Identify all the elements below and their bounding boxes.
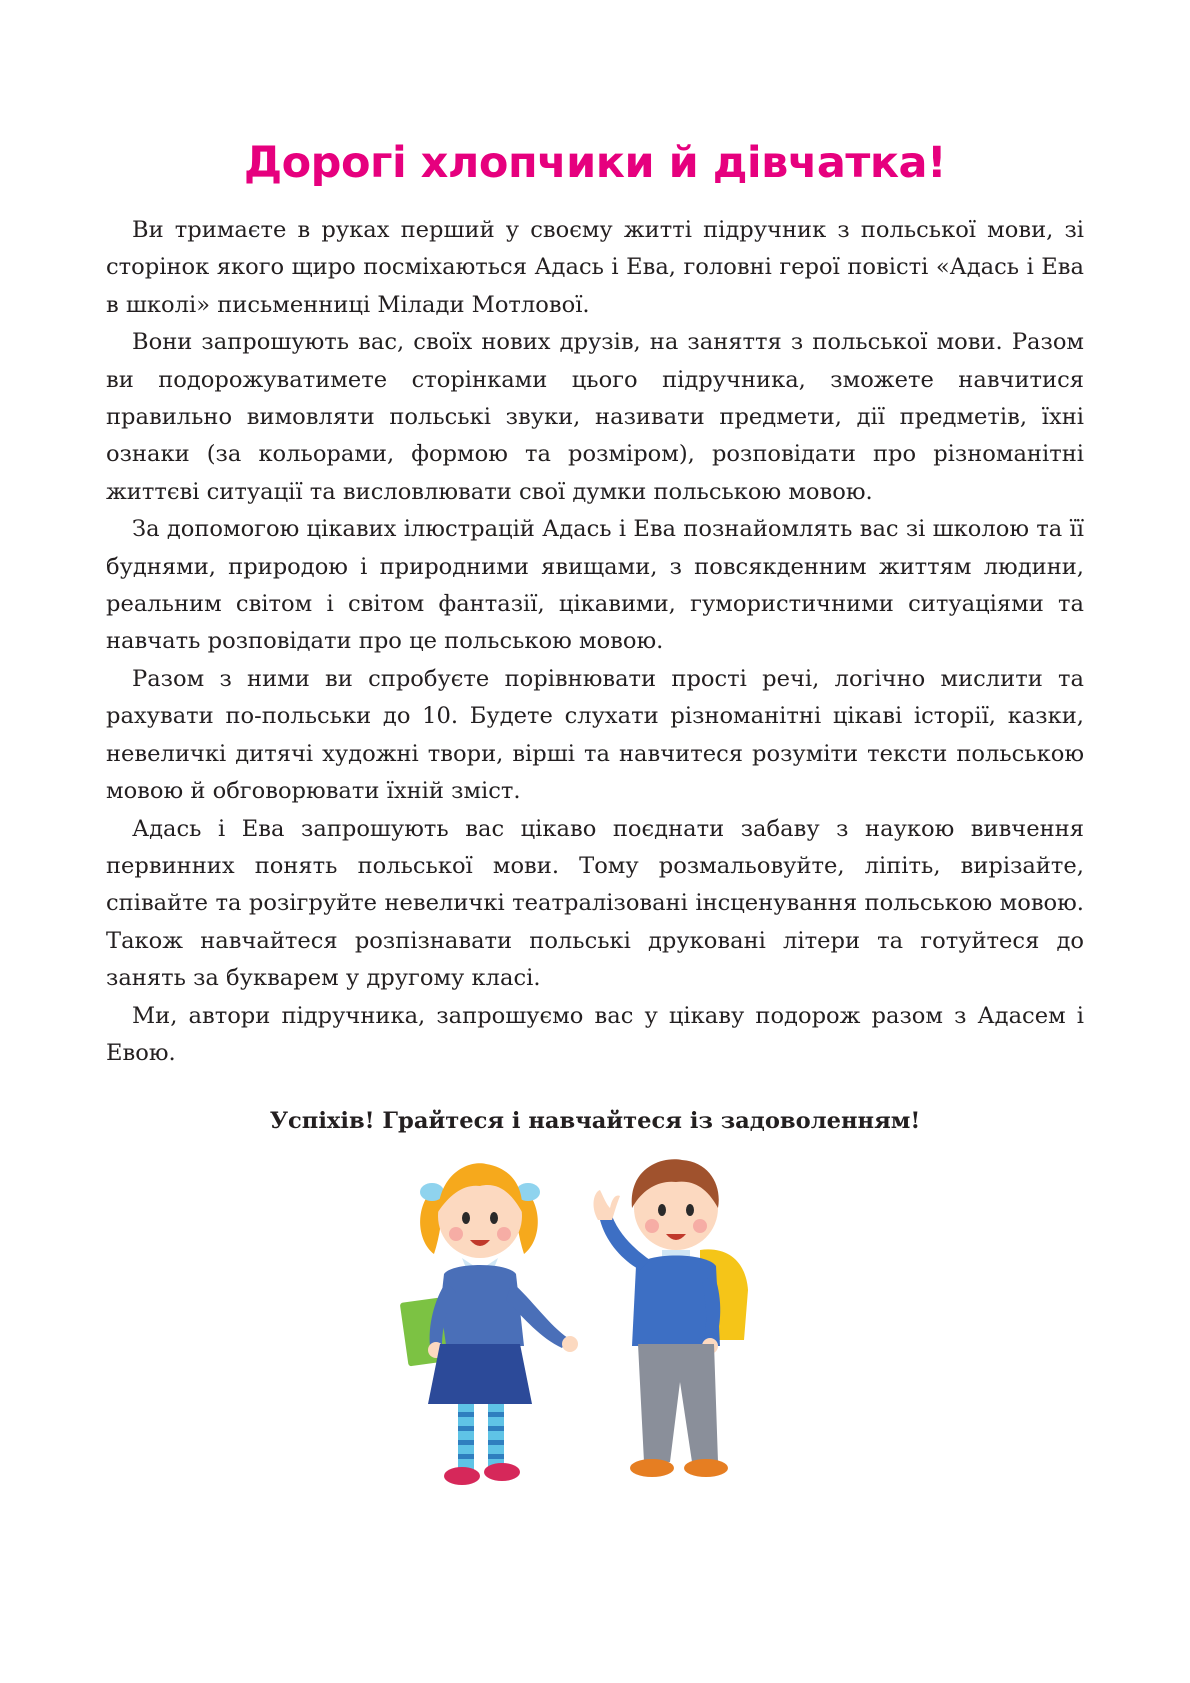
paragraph: Адась і Ева запрошують вас цікаво поєднати забаву з наукою вивчення первинних понять польської мови. Тому розмальовуйте, ліпіть, вирізайте, співайте та розігруйте невеличкі театралізовані інсценування польською мовою. Також навчайтеся розпізнавати польські друковані літери та готуйтеся до занять за букварем у другому класі. [106,815,1084,992]
paragraph: Ми, автори підручника, запрошуємо вас у цікаву подорож разом з Адасем і Евою. [106,1002,1084,1066]
paragraph: За допомогою цікавих ілюстрацій Адась і Ева познайомлять вас зі школою та її буднями, природою і природними явищами, з повсякденним життям людини, реальним світом і світом фантазії, цікавими, гумористичними ситуаціями та навчать розповідати про це польською мовою. [106,516,1084,655]
paragraph: Вони запрошують вас, своїх нових друзів, на заняття з польської мови. Разом ви подорожуватимете сторінками цього підручника, зможете навчитися правильно вимовляти польські звуки, називати предмети, дії предметів, їхні ознаки (за кольорами, формою та розміром), розповідати про різноманітні життєві ситуації та висловлювати свої думки польською мовою. [106,329,1084,505]
paragraph: Разом з ними ви спробуєте порівнювати прості речі, логічно мислити та рахувати по-польськи до 10. Будете слухати різноманітні цікаві історії, казки, невеличкі дитячі художні твори, вірші та навчитеся розуміти тексти польською мовою й обговорювати їхній зміст. [106,665,1084,805]
body-text [106,212,1084,1072]
boy-figure [594,1159,748,1477]
children-illustration [400,1150,820,1530]
closing-line: Успіхів! Грайтеся і навчайтеся із задоволенням! [269,1108,921,1134]
paragraph: Ви тримаєте в руках перший у своєму житті підручник з польської мови, зі сторінок якого щиро посміхаються Адась і Ева, головні герої повісті «Адась і Ева в школі» письменниці Мілади Мотлової. [106,217,1084,318]
page-title: Дорогі хлопчики й дівчатка! [243,138,947,188]
girl-figure [400,1163,578,1485]
